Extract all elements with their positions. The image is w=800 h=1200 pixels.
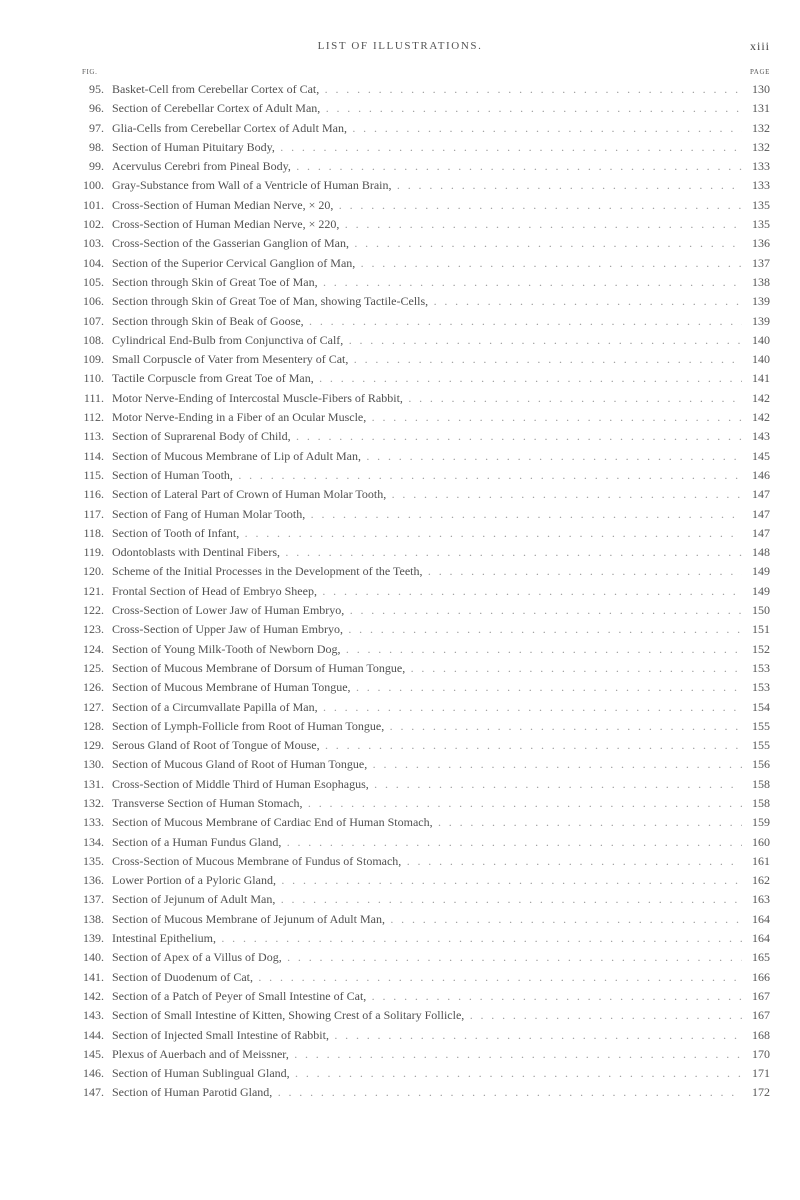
list-item	[0, 833, 800, 852]
page-reference: 146	[744, 466, 770, 485]
page-reference: 149	[744, 562, 770, 581]
figure-number: 109.	[83, 352, 104, 367]
figure-number: 135.	[83, 853, 104, 868]
figure-title: Section of Lateral Part of Crown of Human Molar Tooth, . . .	[112, 485, 742, 504]
figure-number: 119.	[83, 545, 104, 560]
page-reference: 162	[744, 871, 770, 890]
figure-title: Cross-Section of Human Median Nerve, × 20, . . .	[112, 196, 742, 215]
figure-number: 99.	[89, 159, 104, 174]
figure-title: Section of Human Parotid Gland, . . .	[112, 1083, 742, 1102]
figure-title: Glia-Cells from Cerebellar Cortex of Adult Man, . . .	[112, 119, 742, 138]
figure-number: 130.	[83, 757, 104, 772]
figure-title: Section of Young Milk-Tooth of Newborn Dog, . . .	[112, 640, 742, 659]
figure-number: 134.	[83, 834, 104, 849]
list-item	[0, 254, 800, 273]
figure-title: Scheme of the Initial Processes in the Development of the Teeth, . . .	[112, 562, 742, 581]
page-reference: 167	[744, 987, 770, 1006]
figure-title: Section of Suprarenal Body of Child, . . .	[112, 427, 742, 446]
page-reference: 168	[744, 1026, 770, 1045]
figure-number: 141.	[83, 969, 104, 984]
fig-column-label: FIG.	[82, 68, 98, 76]
list-item	[0, 620, 800, 639]
column-labels	[0, 68, 800, 80]
list-item	[0, 948, 800, 967]
figure-number: 144.	[83, 1027, 104, 1042]
figure-title: Small Corpuscle of Vater from Mesentery of Cat, . . .	[112, 350, 742, 369]
figure-title: Section through Skin of Beak of Goose, . . .	[112, 312, 742, 331]
list-item	[0, 929, 800, 948]
list-item	[0, 427, 800, 446]
figure-number: 126.	[83, 680, 104, 695]
figure-title: Cylindrical End-Bulb from Conjunctiva of Calf, . . .	[112, 331, 742, 350]
list-item	[0, 562, 800, 581]
figure-title: Section of Mucous Membrane of Dorsum of Human Tongue, . . .	[112, 659, 742, 678]
page-reference: 140	[744, 331, 770, 350]
list-item	[0, 813, 800, 832]
list-item	[0, 119, 800, 138]
figure-title: Section through Skin of Great Toe of Man, showing Tactile-Cells, . . .	[112, 292, 742, 311]
figure-number: 107.	[83, 313, 104, 328]
figure-number: 96.	[89, 101, 104, 116]
page-reference: 164	[744, 910, 770, 929]
list-item	[0, 717, 800, 736]
list-item	[0, 775, 800, 794]
figure-title: Section of Injected Small Intestine of Rabbit, . . .	[112, 1026, 742, 1045]
figure-title: Tactile Corpuscle from Great Toe of Man, . . .	[112, 369, 742, 388]
page-reference: 140	[744, 350, 770, 369]
list-item	[0, 582, 800, 601]
page-reference: 147	[744, 505, 770, 524]
list-item	[0, 350, 800, 369]
figure-title: Section of Mucous Membrane of Lip of Adult Man, . . .	[112, 447, 742, 466]
figure-number: 128.	[83, 718, 104, 733]
list-item	[0, 987, 800, 1006]
list-item	[0, 968, 800, 987]
page-reference: 154	[744, 698, 770, 717]
figure-title: Section of Apex of a Villus of Dog, . . .	[112, 948, 742, 967]
list-item	[0, 794, 800, 813]
page-reference: 138	[744, 273, 770, 292]
page-reference: 135	[744, 215, 770, 234]
list-item	[0, 698, 800, 717]
list-item	[0, 1064, 800, 1083]
list-item	[0, 292, 800, 311]
page-title: LIST OF ILLUSTRATIONS.	[317, 40, 483, 52]
list-item	[0, 1083, 800, 1102]
figure-number: 131.	[83, 776, 104, 791]
list-item	[0, 312, 800, 331]
figure-number: 116.	[83, 487, 104, 502]
figure-title: Section of a Human Fundus Gland, . . .	[112, 833, 742, 852]
page-reference: 131	[744, 99, 770, 118]
figure-number: 120.	[83, 564, 104, 579]
figure-title: Section of Human Tooth, . . .	[112, 466, 742, 485]
figure-number: 106.	[83, 294, 104, 309]
page-reference: 172	[744, 1083, 770, 1102]
figure-number: 113.	[83, 429, 104, 444]
figure-title: Motor Nerve-Ending of Intercostal Muscle-Fibers of Rabbit, . . .	[112, 389, 742, 408]
figure-number: 110.	[83, 371, 104, 386]
list-item	[0, 99, 800, 118]
page-reference: 150	[744, 601, 770, 620]
list-item	[0, 485, 800, 504]
figure-number: 95.	[89, 82, 104, 96]
page-reference: 132	[744, 119, 770, 138]
figure-number: 123.	[83, 622, 104, 637]
figure-number: 98.	[89, 139, 104, 154]
figure-number: 100.	[83, 178, 104, 193]
figure-number: 146.	[83, 1066, 104, 1081]
figure-title: Section of Tooth of Infant, . . .	[112, 524, 742, 543]
figure-title: Cross-Section of Human Median Nerve, × 220, . . .	[112, 215, 742, 234]
figure-title: Section of Human Sublingual Gland, . . .	[112, 1064, 742, 1083]
figure-number: 114.	[83, 448, 104, 463]
figure-number: 122.	[83, 603, 104, 618]
figure-number: 105.	[83, 274, 104, 289]
page-reference: 155	[744, 717, 770, 736]
page-reference: 149	[744, 582, 770, 601]
page-reference: 153	[744, 678, 770, 697]
page-reference: 147	[744, 524, 770, 543]
figure-title: Section of Mucous Membrane of Human Tongue, . . .	[112, 678, 742, 697]
figure-title: Cross-Section of the Gasserian Ganglion of Man, . . .	[112, 234, 742, 253]
figure-title: Motor Nerve-Ending in a Fiber of an Ocular Muscle, . . .	[112, 408, 742, 427]
figure-number: 129.	[83, 738, 104, 753]
figure-title: Section of Cerebellar Cortex of Adult Man, . . .	[112, 99, 742, 118]
figure-number: 132.	[83, 795, 104, 810]
figure-title: Odontoblasts with Dentinal Fibers, . . .	[112, 543, 742, 562]
page-reference: 164	[744, 929, 770, 948]
list-item	[0, 871, 800, 890]
figure-number: 97.	[89, 120, 104, 135]
figure-number: 125.	[83, 660, 104, 675]
list-item	[0, 1006, 800, 1025]
page-number: xiii	[749, 39, 770, 53]
page-reference: 147	[744, 485, 770, 504]
figure-title: Section of a Patch of Peyer of Small Intestine of Cat, . . .	[112, 987, 742, 1006]
page-reference: 159	[744, 813, 770, 832]
figure-number: 112.	[83, 410, 104, 425]
figure-title: Section of Mucous Membrane of Jejunum of Adult Man, . . .	[112, 910, 742, 929]
page-reference: 152	[744, 640, 770, 659]
figure-number: 145.	[83, 1046, 104, 1061]
figure-title: Intestinal Epithelium, . . .	[112, 929, 742, 948]
list-item	[0, 331, 800, 350]
page-reference: 153	[744, 659, 770, 678]
figure-number: 101.	[83, 197, 104, 212]
page-reference: 155	[744, 736, 770, 755]
figure-number: 118.	[83, 525, 104, 540]
figure-number: 117.	[83, 506, 104, 521]
list-item	[0, 447, 800, 466]
figure-title: Cross-Section of Middle Third of Human Esophagus, . . .	[112, 775, 742, 794]
figure-title: Section of Mucous Gland of Root of Human Tongue, . . .	[112, 755, 742, 774]
page-reference: 167	[744, 1006, 770, 1025]
page-column-label: PAGE	[749, 68, 770, 76]
page-reference: 139	[744, 292, 770, 311]
page-reference: 151	[744, 620, 770, 639]
list-item	[0, 196, 800, 215]
page-reference: 137	[744, 254, 770, 273]
running-header	[0, 40, 800, 56]
figure-number: 121.	[83, 583, 104, 598]
figure-number: 124.	[83, 641, 104, 656]
page-reference: 156	[744, 755, 770, 774]
figure-title: Cross-Section of Mucous Membrane of Fundus of Stomach, . . .	[112, 852, 742, 871]
list-item	[0, 138, 800, 157]
page-reference: 136	[744, 234, 770, 253]
figure-title: Section of Duodenum of Cat, . . .	[112, 968, 742, 987]
figure-title: Basket-Cell from Cerebellar Cortex of Cat, . . .	[112, 80, 742, 99]
figure-title: Section of Human Pituitary Body, . . .	[112, 138, 742, 157]
list-item	[0, 736, 800, 755]
figure-number: 147.	[83, 1085, 104, 1100]
list-item	[0, 215, 800, 234]
page-reference: 160	[744, 833, 770, 852]
list-item	[0, 601, 800, 620]
list-item	[0, 157, 800, 176]
figure-number: 133.	[83, 815, 104, 830]
figure-title: Lower Portion of a Pyloric Gland, . . .	[112, 871, 742, 890]
page-reference: 158	[744, 775, 770, 794]
figure-number: 104.	[83, 255, 104, 270]
figure-title: Section of Jejunum of Adult Man, . . .	[112, 890, 742, 909]
list-item	[0, 524, 800, 543]
page-reference: 130	[744, 80, 770, 99]
figure-title: Cross-Section of Upper Jaw of Human Embryo, . . .	[112, 620, 742, 639]
page-reference: 165	[744, 948, 770, 967]
figure-number: 127.	[83, 699, 104, 714]
figure-number: 102.	[83, 217, 104, 232]
page-reference: 132	[744, 138, 770, 157]
figure-title: Frontal Section of Head of Embryo Sheep, . . .	[112, 582, 742, 601]
figure-number: 139.	[83, 931, 104, 946]
list-item	[0, 640, 800, 659]
page-reference: 171	[744, 1064, 770, 1083]
figure-number: 142.	[83, 988, 104, 1003]
figure-number: 138.	[83, 911, 104, 926]
page-reference: 142	[744, 408, 770, 427]
page-reference: 142	[744, 389, 770, 408]
illustration-list	[0, 80, 800, 1103]
figure-number: 137.	[83, 892, 104, 907]
figure-number: 143.	[83, 1008, 104, 1023]
page-reference: 166	[744, 968, 770, 987]
list-item	[0, 369, 800, 388]
figure-title: Acervulus Cerebri from Pineal Body, . . .	[112, 157, 742, 176]
list-item	[0, 678, 800, 697]
page-reference: 148	[744, 543, 770, 562]
list-item	[0, 755, 800, 774]
page-reference: 133	[744, 157, 770, 176]
page-reference: 133	[744, 176, 770, 195]
figure-number: 115.	[83, 467, 104, 482]
figure-number: 140.	[83, 950, 104, 965]
list-item	[0, 543, 800, 562]
page-reference: 135	[744, 196, 770, 215]
figure-number: 108.	[83, 332, 104, 347]
page-reference: 139	[744, 312, 770, 331]
page-reference: 143	[744, 427, 770, 446]
list-item	[0, 1026, 800, 1045]
figure-title: Section through Skin of Great Toe of Man, . . .	[112, 273, 742, 292]
figure-title: Section of Small Intestine of Kitten, Showing Crest of a Solitary Follicle, . . .	[112, 1006, 742, 1025]
figure-title: Plexus of Auerbach and of Meissner, . . .	[112, 1045, 742, 1064]
figure-title: Cross-Section of Lower Jaw of Human Embryo, . . .	[112, 601, 742, 620]
list-item	[0, 389, 800, 408]
figure-title: Section of Fang of Human Molar Tooth, . . .	[112, 505, 742, 524]
list-item	[0, 80, 800, 99]
figure-number: 103.	[83, 236, 104, 251]
figure-number: 136.	[83, 873, 104, 888]
list-item	[0, 466, 800, 485]
page-reference: 141	[744, 369, 770, 388]
list-item	[0, 852, 800, 871]
figure-number: 111.	[83, 390, 104, 405]
page-reference: 145	[744, 447, 770, 466]
page-reference: 170	[744, 1045, 770, 1064]
figure-title: Section of Mucous Membrane of Cardiac End of Human Stomach, . . .	[112, 813, 742, 832]
list-item	[0, 176, 800, 195]
list-item	[0, 505, 800, 524]
figure-title: Section of the Superior Cervical Ganglion of Man, . . .	[112, 254, 742, 273]
list-item	[0, 408, 800, 427]
list-item	[0, 1045, 800, 1064]
list-item	[0, 910, 800, 929]
page-reference: 163	[744, 890, 770, 909]
figure-title: Section of Lymph-Follicle from Root of Human Tongue, . . .	[112, 717, 742, 736]
figure-title: Serous Gland of Root of Tongue of Mouse, . . .	[112, 736, 742, 755]
figure-title: Transverse Section of Human Stomach, . . .	[112, 794, 742, 813]
figure-title: Section of a Circumvallate Papilla of Man, . . .	[112, 698, 742, 717]
page-reference: 161	[744, 852, 770, 871]
list-item	[0, 234, 800, 253]
figure-title: Gray-Substance from Wall of a Ventricle of Human Brain, . . .	[112, 176, 742, 195]
list-item	[0, 890, 800, 909]
list-item	[0, 273, 800, 292]
list-item	[0, 659, 800, 678]
page-reference: 158	[744, 794, 770, 813]
